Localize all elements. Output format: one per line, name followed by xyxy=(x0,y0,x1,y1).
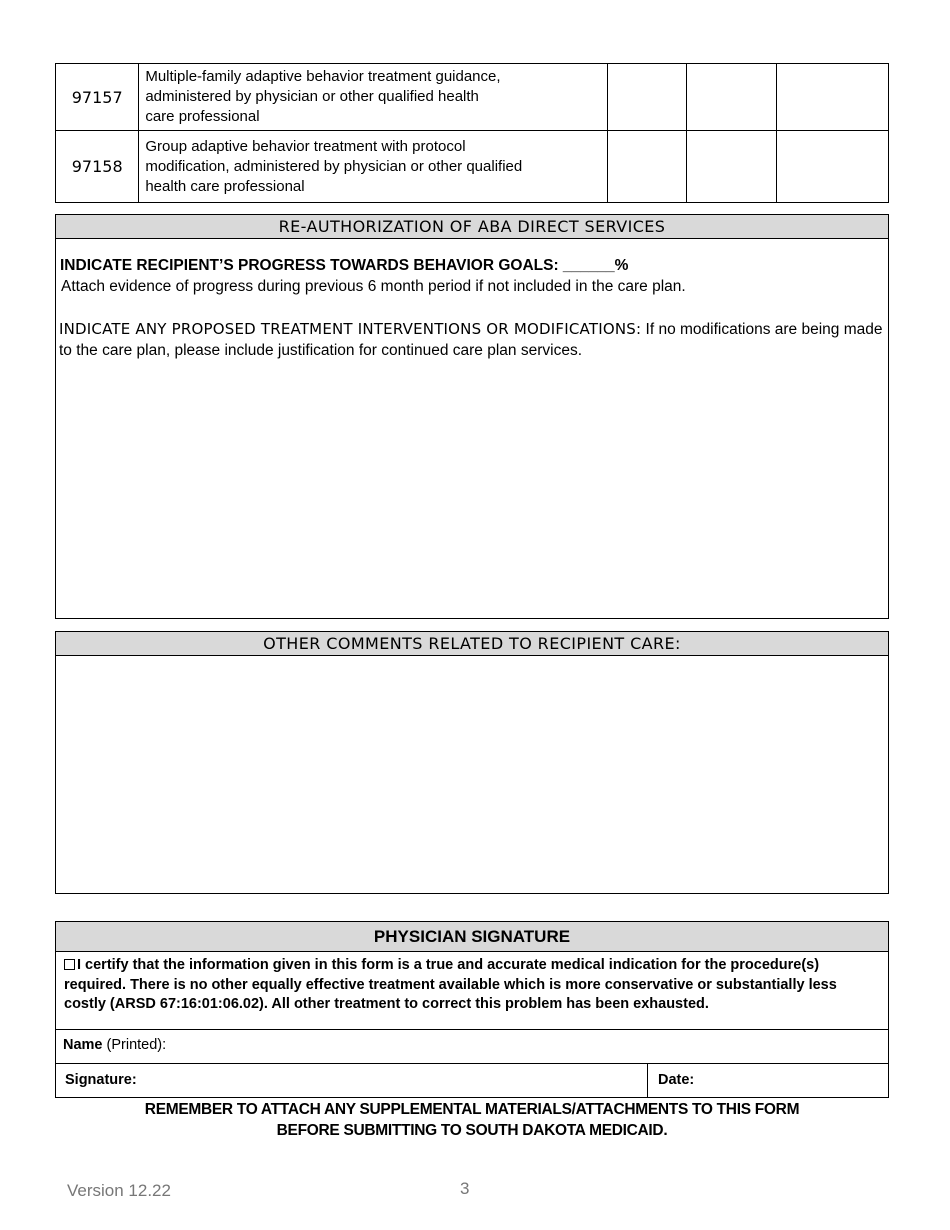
procedure-code: 97157 xyxy=(56,64,139,131)
table-row xyxy=(56,131,889,203)
name-label: Name xyxy=(63,1037,103,1053)
progress-note: Attach evidence of progress during previous 6 month period if not included in the care plan. xyxy=(61,278,686,295)
procedure-code: 97158 xyxy=(56,131,139,203)
version-label: Version 12.22 xyxy=(67,1181,171,1200)
comments-heading: OTHER COMMENTS RELATED TO RECIPIENT CARE: xyxy=(56,632,888,656)
certify-text: I certify that the information given in this form is a true and accurate medical indication for the procedure(s) required. There is no other equally effective treatment available which is more conservative or substantially less costly (ARSD 67:16:01:06.02). All other treatment to correct this problem has been exhausted. xyxy=(64,957,837,1012)
progress-label: INDICATE RECIPIENT’S PROGRESS TOWARDS BEHAVIOR GOALS: ______% xyxy=(60,257,629,274)
procedure-description: Multiple-family adaptive behavior treatment guidance, administered by physician or other qualified health care professional xyxy=(139,64,607,131)
certify-checkbox[interactable] xyxy=(64,959,75,970)
reauthorization-section xyxy=(55,214,889,619)
entry-cell[interactable] xyxy=(687,64,777,131)
page-number: 3 xyxy=(460,1179,470,1198)
submission-reminder: REMEMBER TO ATTACH ANY SUPPLEMENTAL MATERIALS/ATTACHMENTS TO THIS FORM BEFORE SUBMITTING TO SOUTH DAKOTA MEDICAID. xyxy=(144,1101,800,1139)
date-field[interactable] xyxy=(648,1064,888,1097)
entry-cell[interactable] xyxy=(607,131,686,203)
certification-statement xyxy=(56,952,888,1030)
procedure-codes-table xyxy=(55,63,889,203)
entry-cell[interactable] xyxy=(777,64,889,131)
table-row xyxy=(56,64,889,131)
name-printed-field[interactable] xyxy=(56,1030,888,1064)
name-label-suffix: (Printed): xyxy=(106,1037,167,1053)
interventions-label: INDICATE ANY PROPOSED TREATMENT INTERVENTIONS OR MODIFICATIONS: xyxy=(59,320,642,338)
interventions-prompt[interactable] xyxy=(59,319,886,361)
reauthorization-heading: RE-AUTHORIZATION OF ABA DIRECT SERVICES xyxy=(56,215,888,239)
entry-cell[interactable] xyxy=(687,131,777,203)
comments-section[interactable] xyxy=(55,631,889,894)
procedure-description: Group adaptive behavior treatment with protocol modification, administered by physician or other qualified health care professional xyxy=(139,131,607,203)
signature-field[interactable] xyxy=(56,1064,648,1097)
physician-signature-block xyxy=(55,921,889,1098)
entry-cell[interactable] xyxy=(777,131,889,203)
signature-row xyxy=(56,1064,888,1097)
signature-heading: PHYSICIAN SIGNATURE xyxy=(56,922,888,952)
signature-label: Signature: xyxy=(65,1072,137,1088)
interventions-note: If no modifications are being made to the care plan, please include justification for continued care plan services. xyxy=(59,321,883,359)
entry-cell[interactable] xyxy=(607,64,686,131)
date-label: Date: xyxy=(658,1072,695,1088)
